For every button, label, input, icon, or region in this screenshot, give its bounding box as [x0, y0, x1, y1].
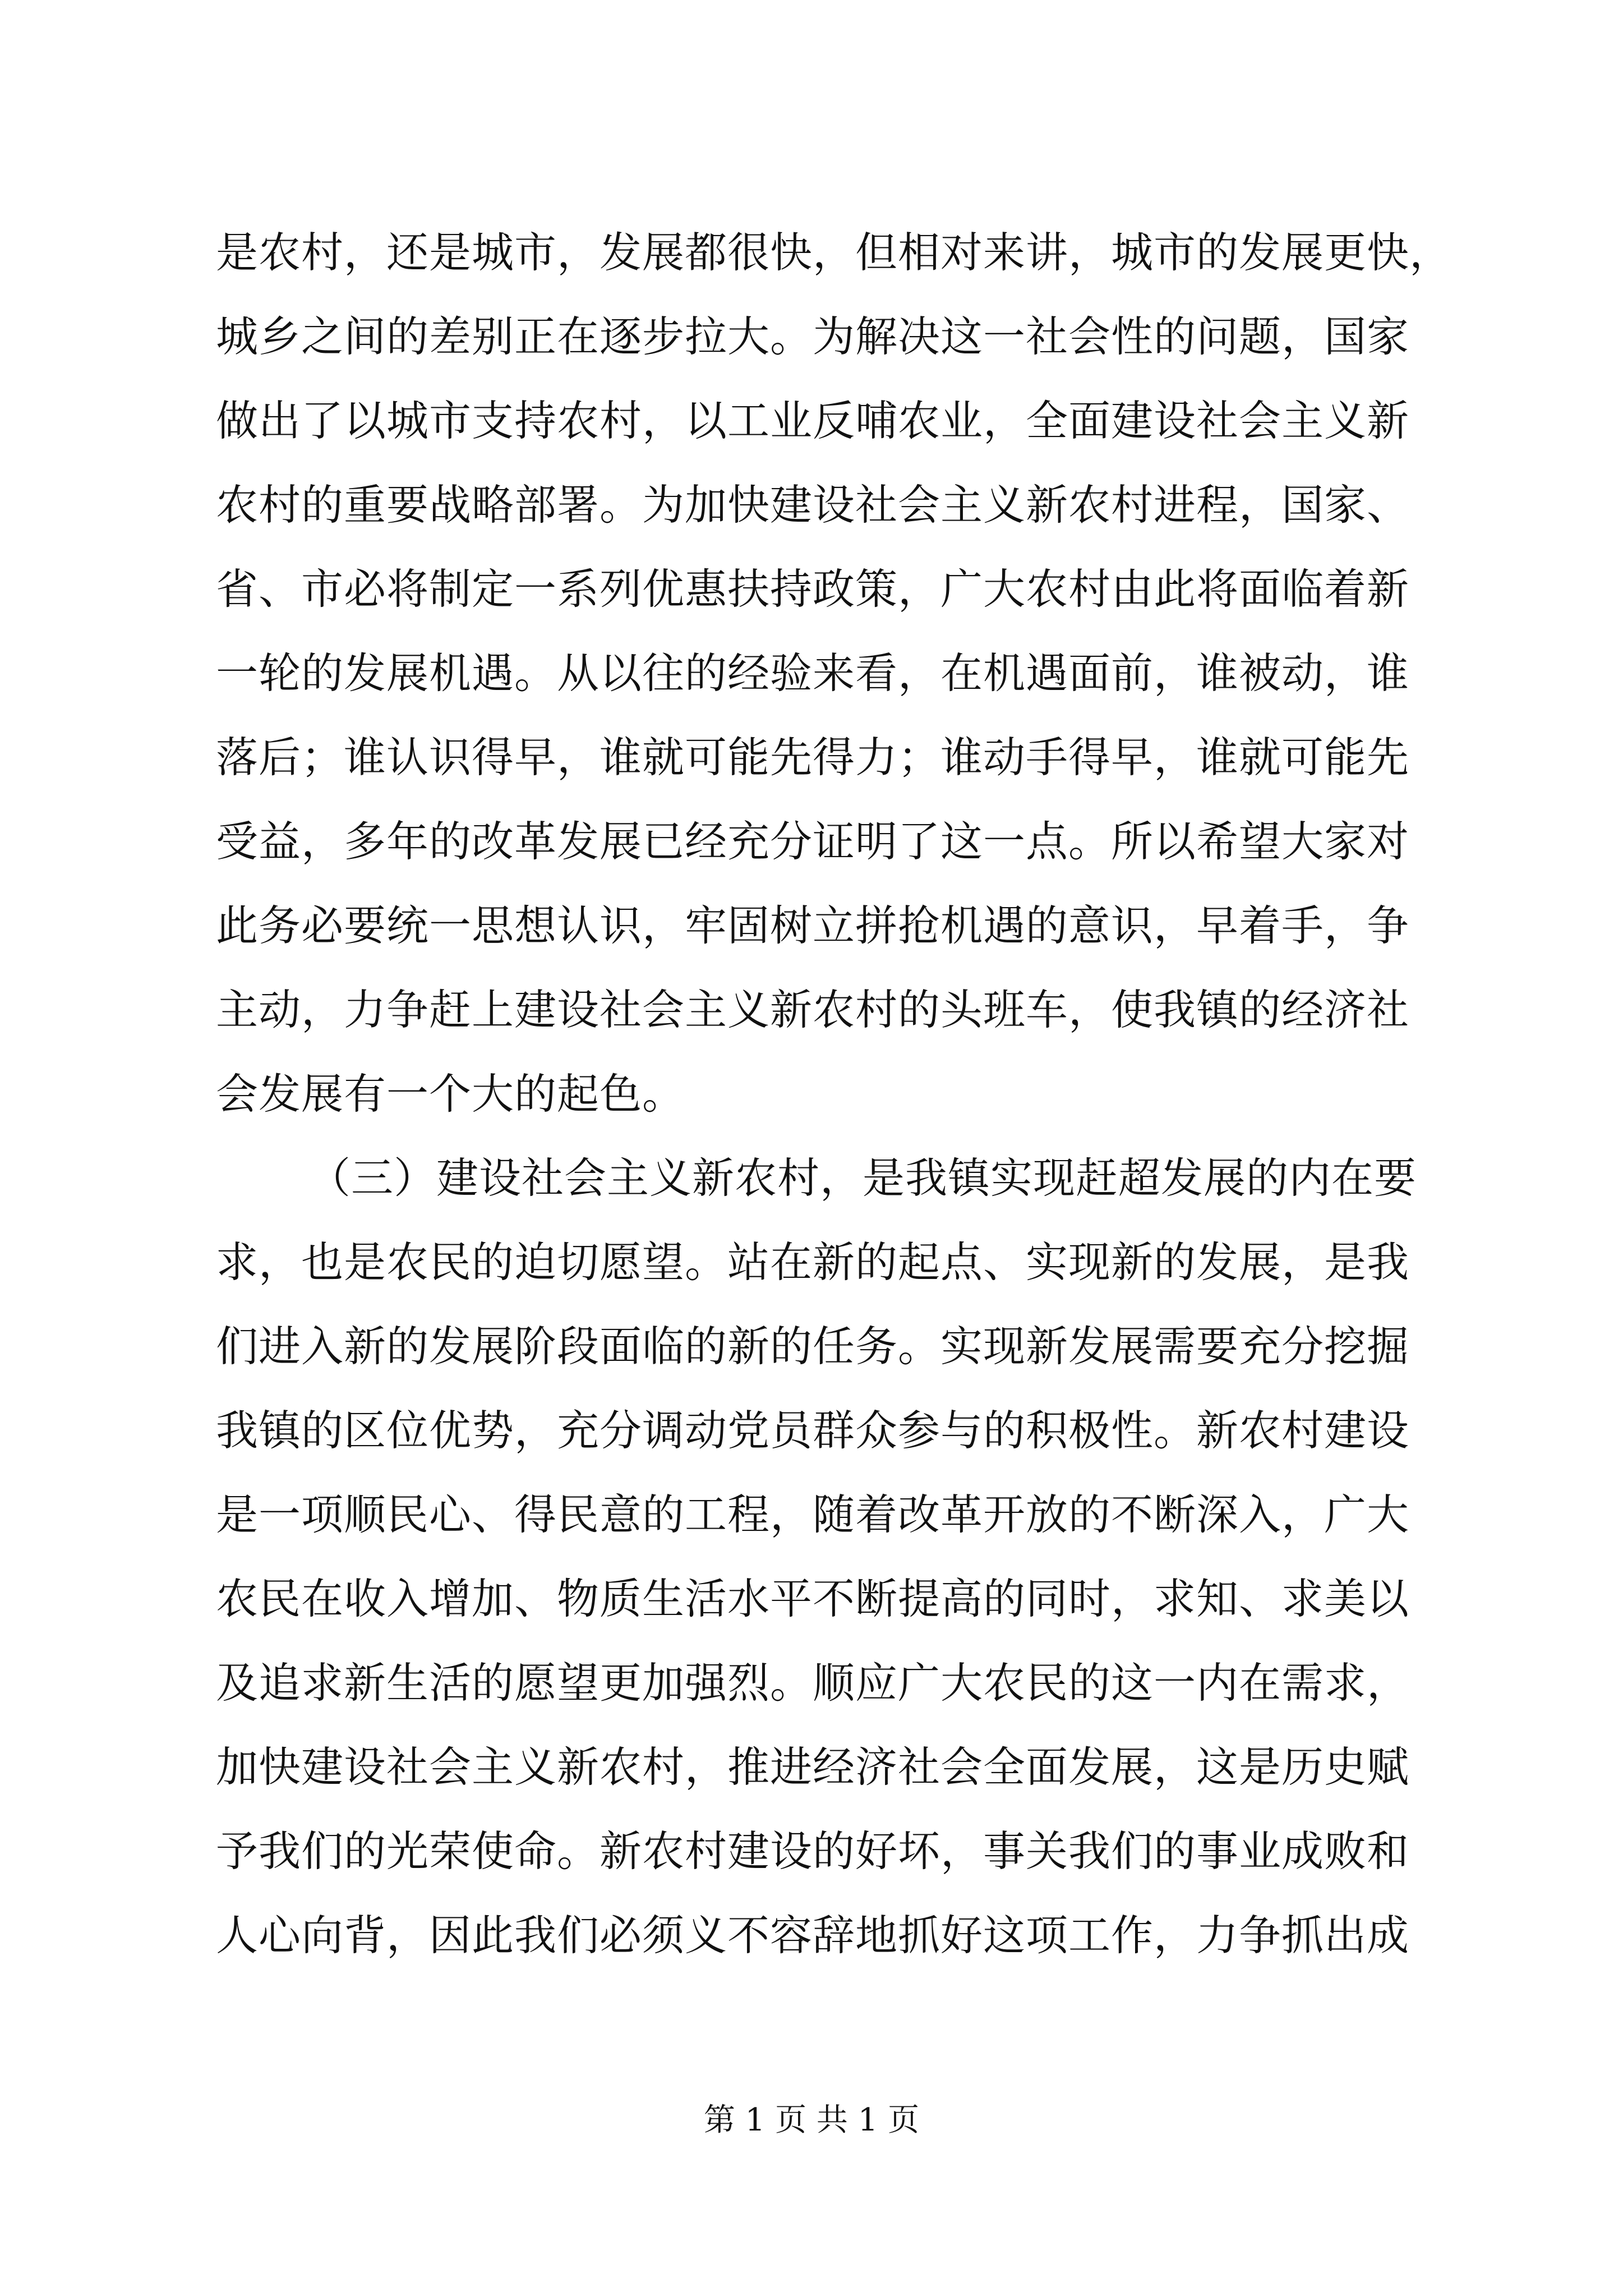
text-line: 主动，力争赶上建设社会主义新农村的头班车，使我镇的经济社	[216, 985, 1410, 1034]
text-line: 加快建设社会主义新农村，推进经济社会全面发展，这是历史赋	[216, 1742, 1410, 1792]
text-line: 农民在收入增加、物质生活水平不断提高的同时，求知、求美以	[216, 1574, 1410, 1623]
section-heading-line: （三）建设社会主义新农村，是我镇实现赶超发展的内在要	[308, 1153, 1417, 1203]
text-line: 及追求新生活的愿望更加强烈。顺应广大农民的这一内在需求，	[216, 1658, 1410, 1708]
text-line: 做出了以城市支持农村，以工业反哺农业，全面建设社会主义新	[216, 396, 1410, 445]
text-line: 受益，多年的改革发展已经充分证明了这一点。所以希望大家对	[216, 817, 1410, 866]
page-footer: 第 1 页 共 1 页	[703, 2102, 920, 2138]
text-line: 予我们的光荣使命。新农村建设的好坏，事关我们的事业成败和	[216, 1826, 1410, 1876]
text-line: 此务必要统一思想认识，牢固树立拼抢机遇的意识，早着手，争	[216, 901, 1410, 950]
text-line: 落后；谁认识得早，谁就可能先得力；谁动手得早，谁就可能先	[216, 733, 1410, 782]
text-line: 人心向背，因此我们必须义不容辞地抓好这项工作，力争抓出成	[216, 1911, 1410, 1960]
text-line: 是一项顺民心、得民意的工程，随着改革开放的不断深入，广大	[216, 1490, 1410, 1539]
text-line: 们进入新的发展阶段面临的新的任务。实现新发展需要充分挖掘	[216, 1322, 1410, 1371]
text-line: 一轮的发展机遇。从以往的经验来看，在机遇面前，谁被动，谁	[216, 648, 1410, 698]
text-line: 城乡之间的差别正在逐步拉大。为解决这一社会性的问题，国家	[216, 312, 1410, 361]
text-line: 会发展有一个大的起色。	[216, 1069, 685, 1119]
text-line: 求，也是农民的迫切愿望。站在新的起点、实现新的发展，是我	[216, 1237, 1410, 1287]
text-line: 省、市必将制定一系列优惠扶持政策，广大农村由此将面临着新	[216, 564, 1410, 614]
text-line: 农村的重要战略部署。为加快建设社会主义新农村进程，国家、	[216, 480, 1410, 530]
text-line: 是农村，还是城市，发展都很快，但相对来讲，城市的发展更快，	[216, 228, 1453, 277]
text-line: 我镇的区位优势，充分调动党员群众参与的积极性。新农村建设	[216, 1406, 1410, 1455]
